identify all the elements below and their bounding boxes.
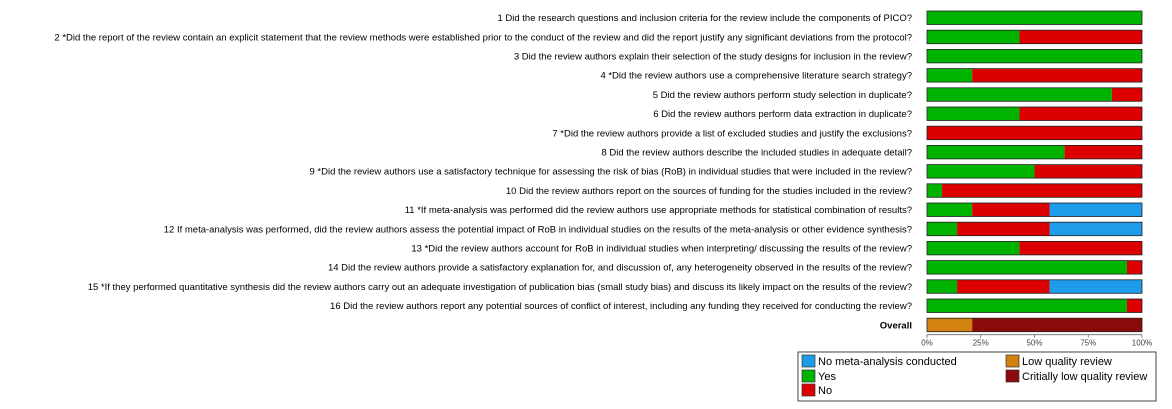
legend-label: No [818,385,833,397]
question-label: 16 Did the review authors report any potential sources of conflict of interest, including any funding they received for conducting the review? [330,301,912,313]
bar-segment-no [942,184,1142,198]
bar-segment-yes [927,203,972,217]
bar-segment-yes [927,165,1035,179]
bar-segment-no [972,69,1142,83]
question-label: 5 Did the review authors perform study selection in duplicate? [652,89,912,101]
question-label: 8 Did the review authors describe the included studies in adequate detail? [601,147,912,159]
bar-segment-yes [927,299,1127,313]
bar-segment-yes [927,280,957,294]
legend-swatch [802,384,815,396]
legend-label: No meta-analysis conducted [818,356,957,368]
bar-segment-no [957,222,1049,236]
bar-segment-critially-low-quality-review [972,318,1142,332]
x-axis [921,335,1152,348]
bar-segment-no [957,280,1049,294]
bar-segment-yes [927,11,1142,25]
bar-segment-no [1019,107,1142,121]
question-label: 13 *Did the review authors account for RoB in individual studies when interpreting/ discussing the results of the review? [411,243,912,255]
bar-segment-yes [927,49,1142,63]
bar-segment-no [1112,88,1142,102]
question-label: 12 If meta-analysis was performed, did the review authors assess the potential impact of RoB in individual studies on the results of the meta-analysis or other evidence synthesis? [163,224,912,236]
x-tick-label: 100% [1131,338,1153,348]
bar-segment-yes [927,145,1065,159]
x-tick-label: 50% [1026,338,1043,348]
bar-segment-no [927,126,1142,140]
x-tick-label: 25% [972,338,989,348]
legend-swatch [802,355,815,367]
question-label: 4 *Did the review authors use a comprehensive literature search strategy? [600,70,912,82]
question-label: 10 Did the review authors report on the sources of funding for the studies included in the review? [505,185,912,197]
question-labels [54,13,912,331]
x-tick-label: 0% [921,338,933,348]
bar-segment-yes [927,222,957,236]
legend [798,352,1156,401]
bar-segment-no [1065,145,1142,159]
bar-segment-yes [927,30,1019,44]
legend-swatch [1006,370,1019,382]
bar-segment-no [972,203,1049,217]
bar-segment-yes [927,261,1127,275]
question-label: 1 Did the research questions and inclusion criteria for the review include the components of PICO? [497,13,912,25]
bar-segment-no [1019,241,1142,255]
bar-segment-no-meta-analysis-conducted [1050,222,1142,236]
bar-segment-no [1019,30,1142,44]
question-label: 3 Did the review authors explain their selection of the study designs for inclusion in the review? [513,51,912,63]
bar-segment-yes [927,184,942,198]
question-label: 9 *Did the review authors use a satisfactory technique for assessing the risk of bias (RoB) in individual studies that were included in the review? [309,166,912,178]
legend-swatch [1006,355,1019,367]
bar-segment-yes [927,107,1019,121]
bar-segment-no-meta-analysis-conducted [1050,203,1142,217]
bar-segment-no [1127,261,1142,275]
legend-label: Yes [818,371,836,383]
question-label: 15 *If they performed quantitative synthesis did the review authors carry out an adequate investigation of publication bias (small study bias) and discuss its likely impact on the results of the review? [87,281,912,293]
bar-segment-yes [927,241,1019,255]
legend-swatch [802,370,815,382]
bar-segment-no-meta-analysis-conducted [1050,280,1142,294]
bar-segment-yes [927,69,972,83]
x-tick-label: 75% [1080,338,1097,348]
stacked-bars [927,11,1142,332]
bar-segment-no [1035,165,1143,179]
question-label: 11 *If meta-analysis was performed did the review authors use appropriate methods for statistical combination of results? [404,205,912,217]
legend-label: Critially low quality review [1022,371,1148,383]
question-label: 7 *Did the review authors provide a list of excluded studies and justify the exclusions? [552,128,912,140]
legend-label: Low quality review [1022,356,1112,368]
question-label: 6 Did the review authors perform data extraction in duplicate? [653,109,912,121]
question-label: 14 Did the review authors provide a satisfactory explanation for, and discussion of, any heterogeneity observed in the results of the review? [327,262,912,274]
bar-segment-yes [927,88,1112,102]
overall-label: Overall [879,320,912,332]
bar-segment-low-quality-review [927,318,972,332]
question-label: 2 *Did the report of the review contain an explicit statement that the review methods were established prior to the conduct of the review and did the report justify any significant deviations from the protocol? [54,32,912,44]
bar-segment-no [1127,299,1142,313]
